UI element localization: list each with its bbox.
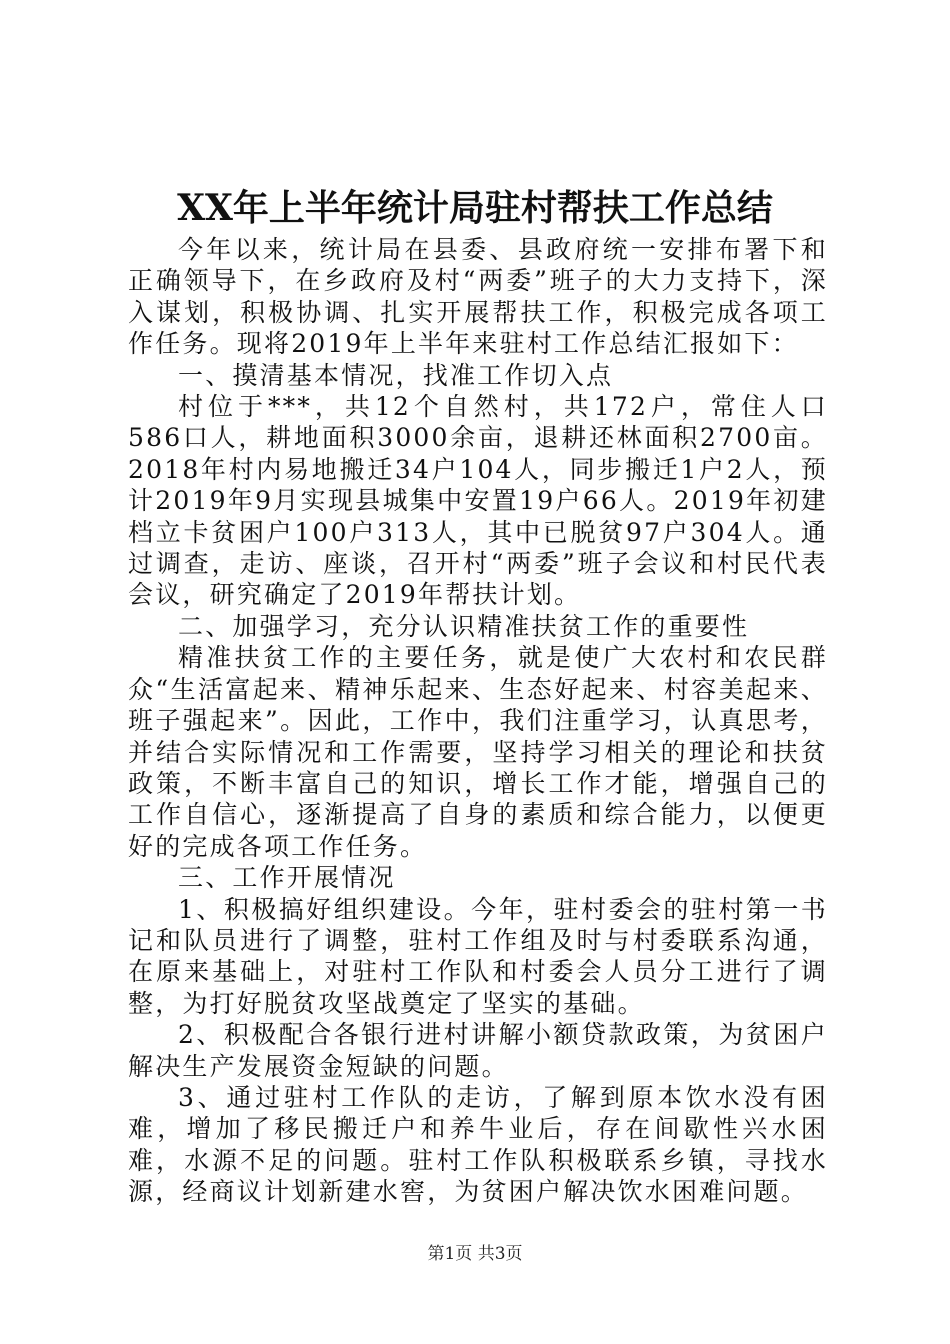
section-3-item-2: 2、积极配合各银行进村讲解小额贷款政策，为贫困户解决生产发展资金短缺的问题。 bbox=[128, 1020, 828, 1081]
section-heading-2: 二、加强学习，充分认识精准扶贫工作的重要性 bbox=[178, 611, 750, 641]
section-heading-3: 三、工作开展情况 bbox=[178, 863, 396, 893]
intro-paragraph: 今年以来，统计局在县委、县政府统一安排布署下和正确领导下，在乡政府及村“两委”班子的大力支持下，深入谋划，积极协调、扎实开展帮扶工作，积极完成各项工作任务。现将2019年上半年来驻村工作总结汇报如下： bbox=[128, 235, 828, 359]
section-2-paragraph: 精准扶贫工作的主要任务，就是使广大农村和农民群众“生活富起来、精神乐起来、生态好起来、村容美起来、班子强起来”。因此，工作中，我们注重学习，认真思考，并结合实际情况和工作需要，坚持学习相关的理论和扶贫政策，不断丰富自己的知识，增长工作才能，增强自己的工作自信心，逐渐提高了自身的素质和综合能力，以便更好的完成各项工作任务。 bbox=[128, 643, 828, 861]
document-title: XX年上半年统计局驻村帮扶工作总结 bbox=[177, 187, 773, 229]
section-1-paragraph: 村位于***，共12个自然村，共172户，常住人口586口人，耕地面积3000余亩，退耕还林面积2700亩。2018年村内易地搬迁34户104人，同步搬迁1户2人，预计2019年9月实现县城集中安置19户66人。2019年初建档立卡贫困户100户313人，其中已脱贫97户304人。通过调查，走访、座谈，召开村“两委”班子会议和村民代表会议，研究确定了2019年帮扶计划。 bbox=[128, 392, 828, 610]
document-body bbox=[128, 234, 828, 1208]
section-heading-1: 一、摸清基本情况，找准工作切入点 bbox=[178, 360, 614, 390]
section-3-item-1: 1、积极搞好组织建设。今年，驻村委会的驻村第一书记和队员进行了调整，驻村工作组及时与村委联系沟通，在原来基础上，对驻村工作队和村委会人员分工进行了调整，为打好脱贫攻坚战奠定了坚实的基础。 bbox=[128, 894, 828, 1018]
section-3-item-3: 3、通过驻村工作队的走访，了解到原本饮水没有困难，增加了移民搬迁户和养牛业后，存在间歇性兴水困难，水源不足的问题。驻村工作队积极联系乡镇，寻找水源，经商议计划新建水窖，为贫困户解决饮水困难问题。 bbox=[128, 1082, 828, 1207]
page-number-footer: 第1页 共3页 bbox=[427, 1244, 523, 1264]
